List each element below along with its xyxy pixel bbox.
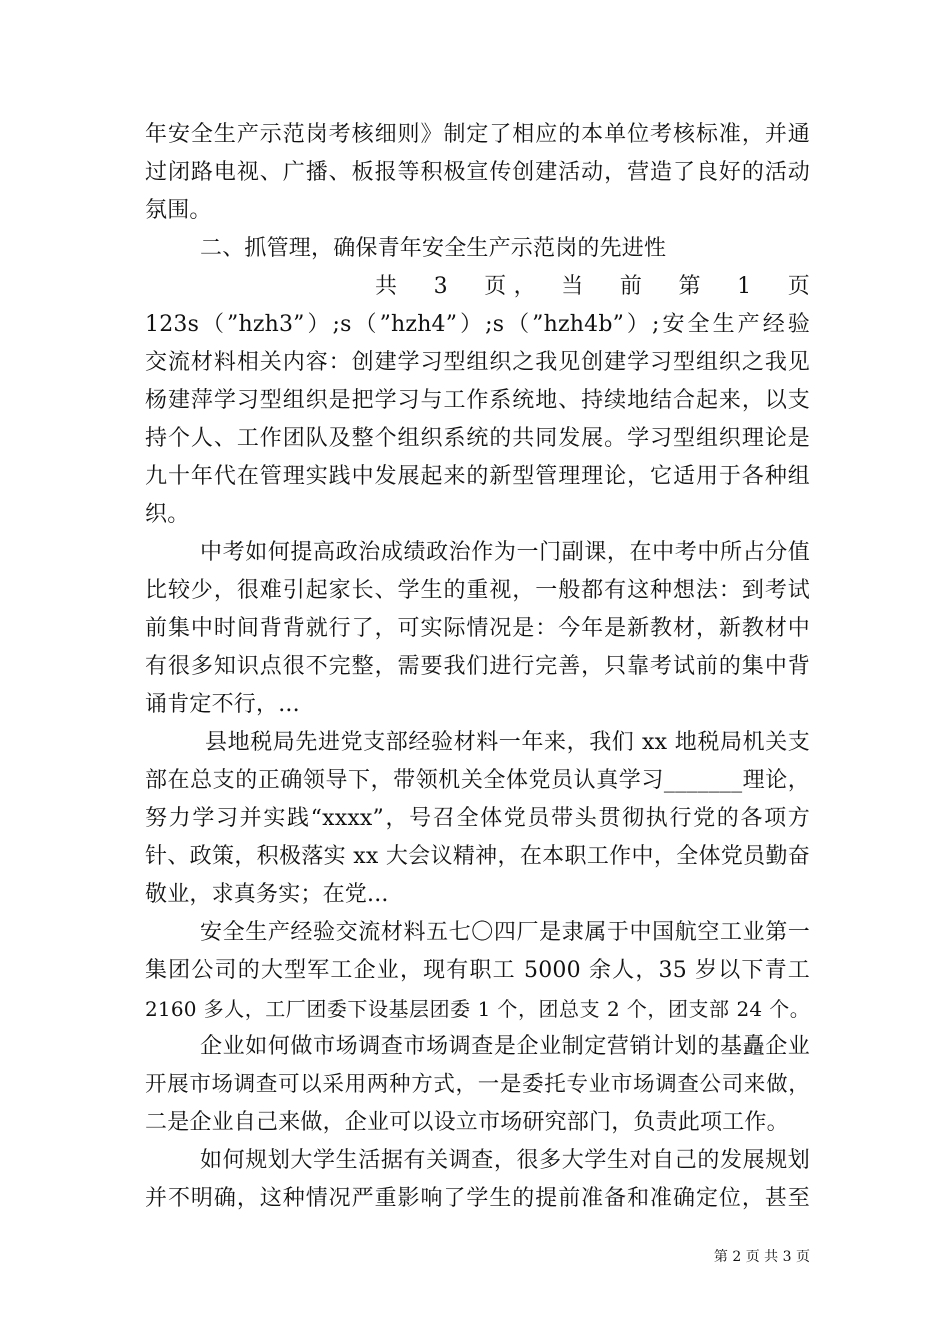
text-line: 交流材料相关内容：创建学习型组织之我见创建学习型组织之我见 — [145, 350, 810, 375]
text-line: 氛围。 — [145, 198, 212, 223]
page-footer: 第 2 页 共 3 页 — [713, 1249, 810, 1265]
text-line: 企业如何做市场调查市场调查是企业制定营销计划的基矗企业 — [200, 1034, 810, 1059]
text-line: 县地税局先进党支部经验材料一年来，我们 xx 地税局机关支 — [205, 730, 810, 755]
text-line: 针、政策，积极落实 xx 大会议精神，在本职工作中，全体党员勤奋 — [145, 844, 810, 869]
text-line: 二是企业自己来做，企业可以设立市场研究部门，负责此项工作。 — [145, 1110, 789, 1135]
section-heading: 二、抓管理，确保青年安全生产示范岗的先进性 — [200, 236, 667, 261]
text-line: 敬业，求真务实；在党... — [145, 882, 389, 907]
text-line: 过闭路电视、广播、板报等积极宣传创建活动，营造了良好的活动 — [145, 160, 810, 185]
text-line: 中考如何提高政治成绩政治作为一门副课，在中考中所占分值 — [200, 540, 810, 565]
text-line: 有很多知识点很不完整，需要我们进行完善，只靠考试前的集中背 — [145, 654, 810, 679]
text-line: 开展市场调查可以采用两种方式，一是委托专业市场调查公司来做， — [145, 1072, 810, 1097]
text-line: 持个人、工作团队及整个组织系统的共同发展。学习型组织理论是 — [145, 426, 810, 451]
text-line: 2160 多人，工厂团委下设基层团委 1 个，团总支 2 个，团支部 24 个。 — [145, 997, 810, 1021]
text-line: 如何规划大学生活据有关调查，很多大学生对自己的发展规划 — [200, 1148, 810, 1173]
text-line: 并不明确，这种情况严重影响了学生的提前准备和准确定位，甚至 — [145, 1186, 810, 1211]
text-line: 努力学习并实践“xxxx”，号召全体党员带头贯彻执行党的各项方 — [145, 806, 810, 831]
text-line: 安全生产经验交流材料五七〇四厂是隶属于中国航空工业第一 — [200, 920, 810, 945]
page-count-line: 共 3 页， 当 前 第 1 页 — [375, 274, 810, 299]
text-line: 织。 — [145, 502, 190, 527]
text-line: 前集中时间背背就行了，可实际情况是：今年是新教材，新教材中 — [145, 616, 810, 641]
text-line: 部在总支的正确领导下，带领机关全体党员认真学习_______理论， — [145, 768, 810, 793]
text-line: 年安全生产示范岗考核细则》制定了相应的本单位考核标准，并通 — [145, 122, 810, 147]
text-line: 123s（”hzh3”）;s（”hzh4”）;s（”hzh4b”）;安全生产经验 — [145, 312, 810, 337]
text-line: 比较少，很难引起家长、学生的重视，一般都有这种想法：到考试 — [145, 578, 810, 603]
text-line: 诵肯定不行，... — [145, 692, 300, 717]
text-line: 杨建萍学习型组织是把学习与工作系统地、持续地结合起来，以支 — [145, 388, 810, 413]
text-line: 九十年代在管理实践中发展起来的新型管理理论，它适用于各种组 — [145, 464, 810, 489]
text-line: 集团公司的大型军工企业，现有职工 5000 余人，35 岁以下青工 — [145, 958, 810, 983]
